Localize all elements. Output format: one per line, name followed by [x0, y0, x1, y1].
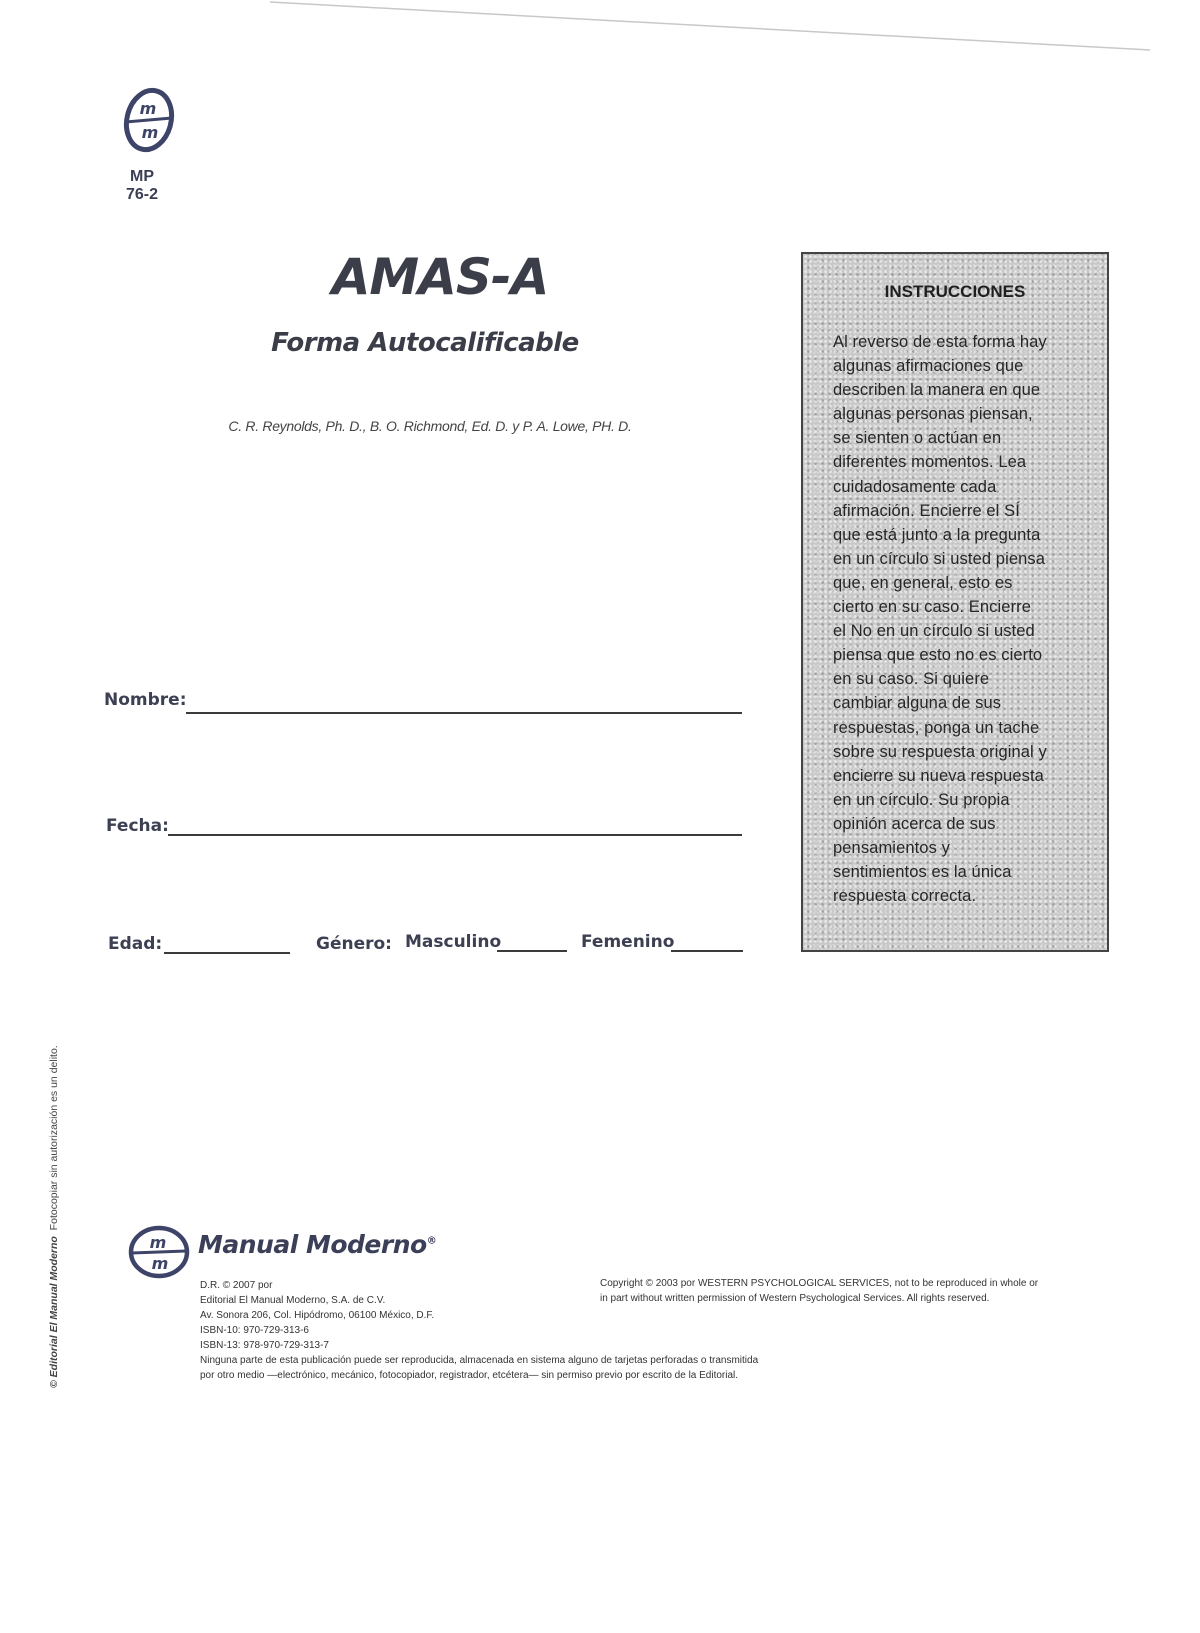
instructions-line: afirmación. Encierre el SÍ	[833, 501, 1020, 520]
brand-name	[198, 1230, 436, 1259]
legal-notice-line: Ninguna parte de esta publicación puede ser reproducida, almacenada en sistema alguno de tarjetas perforadas o transmitida	[200, 1355, 759, 1366]
legal-notice-line: por otro medio —electrónico, mecánico, fotocopiador, registrador, etcétera— sin permiso previo por escrito de la Editorial.	[200, 1370, 739, 1381]
fecha-label: Fecha:	[106, 816, 169, 836]
publisher-code	[112, 168, 172, 204]
instructions-line: sobre su respuesta original y	[833, 742, 1047, 761]
svg-text:m: m	[149, 1233, 167, 1252]
form-authors: C. R. Reynolds, Ph. D., B. O. Richmond, Ed. D. y P. A. Lowe, PH. D.	[228, 418, 632, 434]
instructions-line: algunas afirmaciones que	[833, 357, 1024, 376]
instructions-line: piensa que esto no es cierto	[833, 646, 1043, 665]
instructions-line: en su caso. Si quiere	[833, 670, 990, 689]
instructions-text	[833, 330, 1088, 908]
instructions-title: INSTRUCCIONES	[884, 282, 1026, 301]
fecha-field[interactable]	[168, 834, 742, 836]
instructions-line: el No en un círculo si usted	[833, 622, 1035, 641]
masculino-label: Masculino	[405, 932, 502, 952]
instructions-line: se sienten o actúan en	[833, 429, 1002, 448]
instructions-line: respuestas, ponga un tache	[833, 718, 1040, 737]
publisher-code-line-1: MP	[130, 168, 154, 185]
publication-info-line: ISBN-13: 978-970-729-313-7	[200, 1340, 329, 1351]
publication-info-line: Editorial El Manual Moderno, S.A. de C.V.	[200, 1295, 386, 1306]
instructions-line: opinión acerca de sus	[833, 814, 996, 833]
instructions-line: Al reverso de esta forma hay	[833, 333, 1047, 351]
nombre-field[interactable]	[186, 712, 742, 714]
publication-info-line: D.R. © 2007 por	[200, 1280, 273, 1291]
side-notice-warning: Fotocopiar sin autorización es un delito.	[48, 1045, 60, 1231]
instructions-line: cambiar alguna de sus	[833, 694, 1002, 713]
instructions-line: diferentes momentos. Lea	[833, 453, 1027, 472]
manual-moderno-logo-icon	[122, 86, 176, 154]
instructions-line: en un círculo. Su propia	[833, 790, 1010, 809]
svg-text:m: m	[141, 123, 159, 142]
manual-moderno-logo-icon	[128, 1224, 190, 1280]
instructions-line: sentimientos es la única	[833, 863, 1012, 882]
edad-field[interactable]	[164, 952, 290, 954]
instructions-line: encierre su nueva respuesta	[833, 766, 1044, 785]
svg-text:m: m	[151, 1254, 169, 1273]
registered-mark: ®	[426, 1235, 437, 1247]
publication-info-line: Av. Sonora 206, Col. Hipódromo, 06100 México, D.F.	[200, 1310, 435, 1321]
publication-info-line: ISBN-10: 970-729-313-6	[200, 1325, 309, 1336]
legal-notice	[200, 1353, 880, 1383]
copyright-line: in part without written permission of Western Psychological Services. All rights reserved.	[600, 1293, 990, 1304]
instructions-line: respuesta correcta.	[833, 887, 977, 906]
instructions-line: que, en general, esto es	[833, 573, 1013, 592]
side-notice-publisher: © Editorial El Manual Moderno	[48, 1236, 60, 1388]
edad-label: Edad:	[108, 934, 163, 954]
side-copyright-notice	[48, 948, 64, 1388]
instructions-line: en un círculo si usted piensa	[833, 549, 1046, 568]
instructions-line: pensamientos y	[833, 838, 950, 857]
page-edge-line	[270, 0, 1170, 60]
instructions-box	[801, 252, 1109, 952]
brand-name-text: Manual Moderno	[198, 1230, 427, 1259]
copyright-notice	[600, 1276, 1120, 1306]
nombre-label: Nombre:	[104, 690, 187, 710]
femenino-label: Femenino	[581, 932, 675, 952]
instructions-line: algunas personas piensan,	[833, 405, 1033, 424]
instructions-line: describen la manera en que	[833, 381, 1041, 400]
form-title: AMAS-A	[331, 248, 549, 306]
copyright-line: Copyright © 2003 por WESTERN PSYCHOLOGICAL SERVICES, not to be reproduced in whole or	[600, 1278, 1039, 1289]
masculino-field[interactable]	[497, 950, 567, 952]
instructions-line: que está junto a la pregunta	[833, 525, 1041, 544]
svg-text:m: m	[139, 99, 157, 118]
femenino-field[interactable]	[671, 950, 743, 952]
genero-label: Género:	[316, 934, 392, 954]
publisher-code-line-2: 76-2	[125, 186, 159, 203]
form-subtitle: Forma Autocalificable	[271, 328, 579, 358]
instructions-line: cierto en su caso. Encierre	[833, 598, 1032, 617]
instructions-line: cuidadosamente cada	[833, 477, 997, 496]
publication-info	[200, 1278, 660, 1353]
